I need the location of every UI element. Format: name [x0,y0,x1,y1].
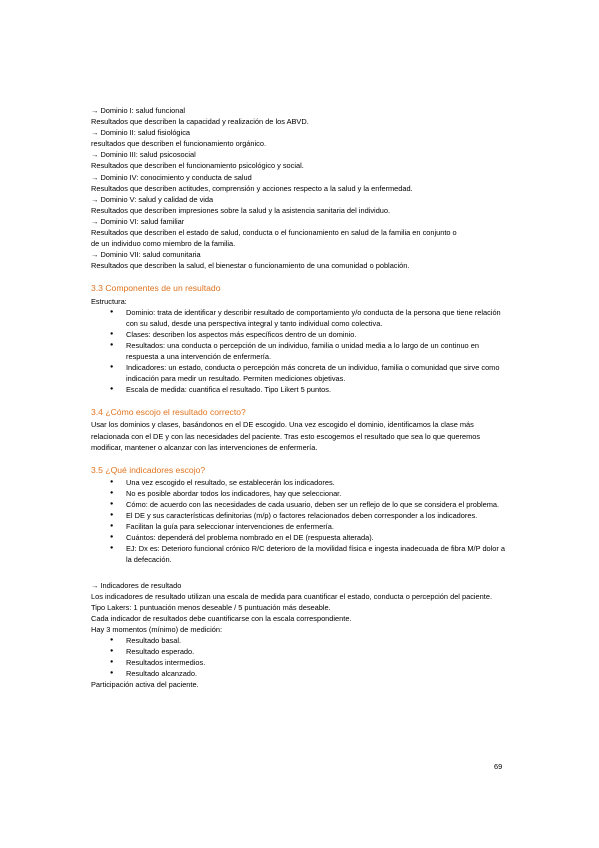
list-item: ● Dominio: trata de identificar y describir resultado de comportamiento y/o conducta de la persona que tiene relación con su salud, desde una perspectiva integral y tanto individual como colectiva. [91,307,511,329]
list-item: ● Cuántos: dependerá del problema nombrado en el DE (respuesta alterada). [91,532,511,543]
list-item: ● No es posible abordar todos los indicadores, hay que seleccionar. [91,488,511,499]
list-item: ● Escala de medida: cuantifica el resultado. Tipo Likert 5 puntos. [91,384,511,395]
list-item: ● Clases: describen los aspectos más específicos dentro de un dominio. [91,329,511,340]
dominio-line: → Dominio I: salud funcional [91,106,186,115]
list-item: ● Resultados: una conducta o percepción de un individuo, familia o unidad media a lo largo de un continuo en respuesta a una intervención de enfermería. [91,340,511,362]
list-item: ● El DE y sus características definitorias (m/p) o factores relacionados deben corresponder a los indicadores. [91,510,511,521]
dominio-line: Resultados que describen actitudes, comprensión y acciones respecto a la salud y la enfermedad. [91,183,413,193]
list-item: ● Resultado alcanzado. [91,668,511,679]
dominio-line: de un individuo como miembro de la familia. [91,239,236,249]
list-item: ● Resultado esperado. [91,646,511,657]
dominio-line: → Dominio V: salud y calidad de vida [91,194,214,204]
list-item: ● EJ: Dx es: Deterioro funcional crónico R/C deterioro de la movilidad física e ingesta inadecuada de fibra M/P dolor a la defecación. [91,543,511,565]
list-item: ● Cómo: de acuerdo con las necesidades de cada usuario, deben ser un reflejo de lo que se considera el problema. [91,499,511,510]
dominio-line: → Dominio III: salud psicosocial [91,150,196,160]
dominio-line: Resultados que describen el estado de salud, conducta o el funcionamiento en salud de la familia en conjunto o [91,228,457,238]
dominio-line: Resultados que describen impresiones sobre la salud y la asistencia sanitaria del individuo. [91,205,391,215]
paragraph: Cada indicador de resultados debe cuantificarse con la escala correspondiente. [91,613,352,623]
paragraph: Usar los dominios y clases, basándonos en el DE escogido. Una vez escogido el dominio, identificamos la clase más relacionada con el DE y con las necesidades del paciente. Tras esto escogemos el resultado que sea lo que queremos modificar, mantener o alcanzar con las intervenciones de enfermería. [91,420,481,452]
section-heading-3-3: 3.3 Componentes de un resultado [91,283,221,294]
dominio-line: Resultados que describen el funcionamiento psicológico y social. [91,161,304,171]
list-item: ● Indicadores: un estado, conducta o percepción más concreta de un individuo, familia o comunidad que sirve como indicación para medir un resultado. Permiten mediciones objetivas. [91,362,511,384]
document-page [91,105,511,691]
momentos-list [91,635,511,679]
indicadores-title: → Indicadores de resultado [91,580,182,590]
dominio-line: Resultados que describen la capacidad y realización de los ABVD. [91,117,309,127]
indicadores-choice-list [91,477,511,566]
paragraph: Participación activa del paciente. [91,680,199,690]
dominio-line: → Dominio IV: conocimiento y conducta de salud [91,172,252,182]
paragraph: Tipo Lakers: 1 puntuación menos deseable / 5 puntuación más deseable. [91,602,331,612]
paragraph: Hay 3 momentos (mínimo) de medición: [91,624,223,634]
list-item: ● Resultados intermedios. [91,657,511,668]
dominio-line: resultados que describen el funcionamiento orgánico. [91,139,267,149]
dominio-line: → Dominio II: salud fisiológica [91,128,190,138]
page-number: 69 [494,762,503,771]
componentes-list [91,307,511,396]
estructura-label: Estructura: [91,296,127,306]
list-item: ● Facilitan la guía para seleccionar intervenciones de enfermería. [91,521,511,532]
list-item: ● Una vez escogido el resultado, se establecerán los indicadores. [91,477,511,488]
dominio-line: Resultados que describen la salud, el bienestar o funcionamiento de una comunidad o población. [91,261,410,271]
dominios-list [91,105,511,271]
list-item: ● Resultado basal. [91,635,511,646]
section-heading-3-5: 3.5 ¿Qué indicadores escojo? [91,464,206,475]
section-heading-3-4: 3.4 ¿Cómo escojo el resultado correcto? [91,407,246,418]
paragraph: Los indicadores de resultado utilizan una escala de medida para cuantificar el estado, conducta o percepción del paciente. [91,591,492,601]
dominio-line: → Dominio VI: salud familiar [91,216,185,226]
dominio-line: → Dominio VII: salud comunitaria [91,250,201,260]
spacer [91,566,511,580]
